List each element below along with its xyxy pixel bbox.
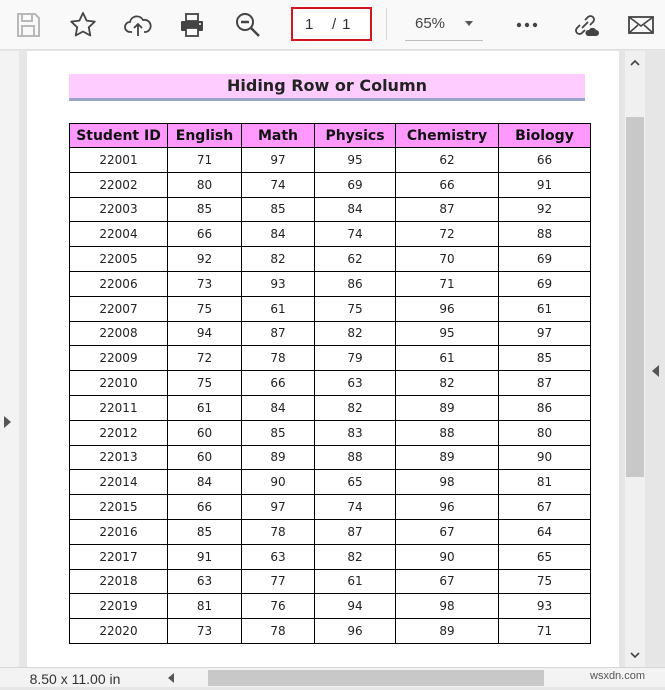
- table-cell: 63: [315, 371, 396, 396]
- table-cell: 98: [396, 594, 499, 619]
- column-header: Physics: [315, 124, 396, 148]
- left-panel-strip: [0, 51, 19, 667]
- ellipsis-icon: [512, 10, 542, 40]
- table-cell: 93: [499, 594, 591, 619]
- page-current-input[interactable]: 1: [305, 15, 314, 33]
- table-row: [70, 445, 591, 470]
- table-cell: 62: [396, 148, 499, 173]
- table-cell: 82: [396, 371, 499, 396]
- table-row: [70, 172, 591, 197]
- table-cell: 73: [168, 619, 242, 644]
- table-cell: 82: [315, 544, 396, 569]
- zoom-dropdown[interactable]: [405, 9, 483, 41]
- table-cell: 22001: [70, 148, 168, 173]
- table-cell: 60: [168, 445, 242, 470]
- table-cell: 78: [242, 619, 315, 644]
- table-cell: 64: [499, 519, 591, 544]
- table-cell: 97: [242, 495, 315, 520]
- table-cell: 84: [242, 222, 315, 247]
- table-cell: 83: [315, 420, 396, 445]
- table-cell: 22011: [70, 395, 168, 420]
- table-row: [70, 470, 591, 495]
- table-cell: 67: [499, 495, 591, 520]
- table-cell: 61: [315, 569, 396, 594]
- table-row: [70, 395, 591, 420]
- table-cell: 66: [168, 495, 242, 520]
- table-cell: 73: [168, 271, 242, 296]
- table-cell: 82: [315, 395, 396, 420]
- watermark: wsxdn.com: [590, 670, 646, 682]
- table-cell: 87: [396, 197, 499, 222]
- expand-left-panel-icon[interactable]: [4, 416, 11, 428]
- table-cell: 88: [499, 222, 591, 247]
- table-cell: 67: [396, 569, 499, 594]
- table-cell: 22012: [70, 420, 168, 445]
- zoom-value: 65%: [415, 15, 446, 32]
- table-cell: 74: [242, 172, 315, 197]
- table-cell: 62: [315, 247, 396, 272]
- table-cell: 22009: [70, 346, 168, 371]
- print-button[interactable]: [173, 6, 211, 44]
- share-button[interactable]: [119, 6, 157, 44]
- email-button[interactable]: [622, 6, 660, 44]
- table-cell: 22018: [70, 569, 168, 594]
- table-cell: 86: [315, 271, 396, 296]
- column-header: Chemistry: [396, 124, 499, 148]
- table-cell: 75: [499, 569, 591, 594]
- table-cell: 79: [315, 346, 396, 371]
- table-row: [70, 346, 591, 371]
- table-row: [70, 371, 591, 396]
- chevron-down-icon: [465, 21, 473, 26]
- vertical-scroll-thumb[interactable]: [626, 117, 644, 477]
- table-cell: 95: [396, 321, 499, 346]
- table-row: [70, 619, 591, 644]
- status-bar: [0, 667, 665, 687]
- table-cell: 22002: [70, 172, 168, 197]
- table-cell: 76: [242, 594, 315, 619]
- scroll-down-icon[interactable]: [629, 649, 641, 661]
- table-cell: 71: [168, 148, 242, 173]
- expand-right-panel-icon[interactable]: [652, 365, 659, 377]
- bookmark-button[interactable]: [64, 6, 102, 44]
- table-cell: 74: [315, 495, 396, 520]
- page-total: 1: [342, 15, 351, 33]
- table-cell: 85: [242, 197, 315, 222]
- table-row: [70, 296, 591, 321]
- table-cell: 61: [396, 346, 499, 371]
- envelope-icon: [626, 10, 656, 40]
- horizontal-scroll-thumb[interactable]: [208, 670, 544, 686]
- table-cell: 84: [168, 470, 242, 495]
- scroll-left-icon[interactable]: [168, 673, 174, 683]
- table-cell: 60: [168, 420, 242, 445]
- save-button[interactable]: [9, 6, 47, 44]
- column-header: Biology: [499, 124, 591, 148]
- table-cell: 98: [396, 470, 499, 495]
- table-cell: 22006: [70, 271, 168, 296]
- table-header-row: [70, 124, 591, 148]
- table-cell: 95: [315, 148, 396, 173]
- table-cell: 22003: [70, 197, 168, 222]
- table-cell: 97: [499, 321, 591, 346]
- table-cell: 69: [499, 271, 591, 296]
- table-cell: 94: [315, 594, 396, 619]
- table-cell: 85: [168, 197, 242, 222]
- table-cell: 72: [168, 346, 242, 371]
- table-cell: 85: [242, 420, 315, 445]
- table-cell: 22019: [70, 594, 168, 619]
- table-cell: 22013: [70, 445, 168, 470]
- pdf-page: [27, 51, 619, 667]
- document-title: Hiding Row or Column: [69, 74, 585, 101]
- table-body: [70, 148, 591, 644]
- table-cell: 67: [396, 519, 499, 544]
- printer-icon: [177, 10, 207, 40]
- table-cell: 75: [168, 371, 242, 396]
- table-cell: 65: [315, 470, 396, 495]
- table-cell: 69: [315, 172, 396, 197]
- magnifier-icon: [233, 10, 263, 40]
- table-cell: 78: [242, 346, 315, 371]
- table-cell: 22010: [70, 371, 168, 396]
- table-row: [70, 271, 591, 296]
- table-cell: 87: [242, 321, 315, 346]
- column-header: Student ID: [70, 124, 168, 148]
- toolbar-divider: [386, 8, 387, 40]
- table-cell: 66: [242, 371, 315, 396]
- page-separator: /: [332, 15, 337, 33]
- vertical-scrollbar[interactable]: [625, 51, 645, 667]
- table-cell: 92: [168, 247, 242, 272]
- table-cell: 97: [242, 148, 315, 173]
- table-row: [70, 148, 591, 173]
- table-cell: 87: [499, 371, 591, 396]
- table-cell: 75: [168, 296, 242, 321]
- table-cell: 63: [168, 569, 242, 594]
- table-row: [70, 544, 591, 569]
- table-cell: 80: [168, 172, 242, 197]
- table-cell: 22017: [70, 544, 168, 569]
- table-cell: 90: [242, 470, 315, 495]
- table-cell: 89: [396, 395, 499, 420]
- table-cell: 22008: [70, 321, 168, 346]
- table-cell: 91: [499, 172, 591, 197]
- student-scores-table: [69, 123, 591, 644]
- table-cell: 22020: [70, 619, 168, 644]
- table-cell: 66: [499, 148, 591, 173]
- table-cell: 61: [168, 395, 242, 420]
- table-cell: 86: [499, 395, 591, 420]
- table-cell: 81: [168, 594, 242, 619]
- star-icon: [68, 10, 98, 40]
- table-cell: 22007: [70, 296, 168, 321]
- table-cell: 89: [396, 619, 499, 644]
- table-cell: 71: [499, 619, 591, 644]
- table-cell: 72: [396, 222, 499, 247]
- table-cell: 74: [315, 222, 396, 247]
- table-cell: 85: [499, 346, 591, 371]
- column-header: Math: [242, 124, 315, 148]
- table-cell: 63: [242, 544, 315, 569]
- scroll-up-icon[interactable]: [629, 57, 641, 69]
- page-number-box[interactable]: [291, 7, 372, 41]
- table-cell: 61: [242, 296, 315, 321]
- table-cell: 22016: [70, 519, 168, 544]
- toolbar: [0, 0, 665, 50]
- table-cell: 90: [396, 544, 499, 569]
- table-cell: 88: [315, 445, 396, 470]
- table-cell: 82: [315, 321, 396, 346]
- table-cell: 96: [396, 296, 499, 321]
- table-cell: 66: [168, 222, 242, 247]
- table-row: [70, 222, 591, 247]
- table-row: [70, 420, 591, 445]
- table-cell: 87: [315, 519, 396, 544]
- table-row: [70, 519, 591, 544]
- table-cell: 89: [242, 445, 315, 470]
- table-cell: 81: [499, 470, 591, 495]
- table-row: [70, 247, 591, 272]
- column-header: English: [168, 124, 242, 148]
- table-row: [70, 197, 591, 222]
- search-button[interactable]: [229, 6, 267, 44]
- table-cell: 89: [396, 445, 499, 470]
- table-row: [70, 495, 591, 520]
- table-cell: 78: [242, 519, 315, 544]
- table-cell: 96: [396, 495, 499, 520]
- table-cell: 75: [315, 296, 396, 321]
- table-cell: 70: [396, 247, 499, 272]
- table-cell: 69: [499, 247, 591, 272]
- table-cell: 84: [242, 395, 315, 420]
- table-cell: 71: [396, 271, 499, 296]
- table-cell: 82: [242, 247, 315, 272]
- table-cell: 77: [242, 569, 315, 594]
- cloud-link-icon: [570, 10, 600, 40]
- table-cell: 88: [396, 420, 499, 445]
- link-button[interactable]: [566, 6, 604, 44]
- save-icon: [13, 10, 43, 40]
- table-cell: 80: [499, 420, 591, 445]
- table-cell: 85: [168, 519, 242, 544]
- table-cell: 92: [499, 197, 591, 222]
- table-cell: 65: [499, 544, 591, 569]
- table-cell: 90: [499, 445, 591, 470]
- table-cell: 61: [499, 296, 591, 321]
- table-cell: 94: [168, 321, 242, 346]
- table-cell: 93: [242, 271, 315, 296]
- table-cell: 96: [315, 619, 396, 644]
- table-cell: 22014: [70, 470, 168, 495]
- page-size-label: 8.50 x 11.00 in: [29, 671, 121, 687]
- table-cell: 84: [315, 197, 396, 222]
- table-row: [70, 594, 591, 619]
- table-row: [70, 569, 591, 594]
- table-cell: 91: [168, 544, 242, 569]
- cloud-upload-icon: [123, 10, 153, 40]
- table-cell: 22015: [70, 495, 168, 520]
- table-cell: 66: [396, 172, 499, 197]
- table-cell: 22005: [70, 247, 168, 272]
- table-row: [70, 321, 591, 346]
- more-button[interactable]: [508, 6, 546, 44]
- table-cell: 22004: [70, 222, 168, 247]
